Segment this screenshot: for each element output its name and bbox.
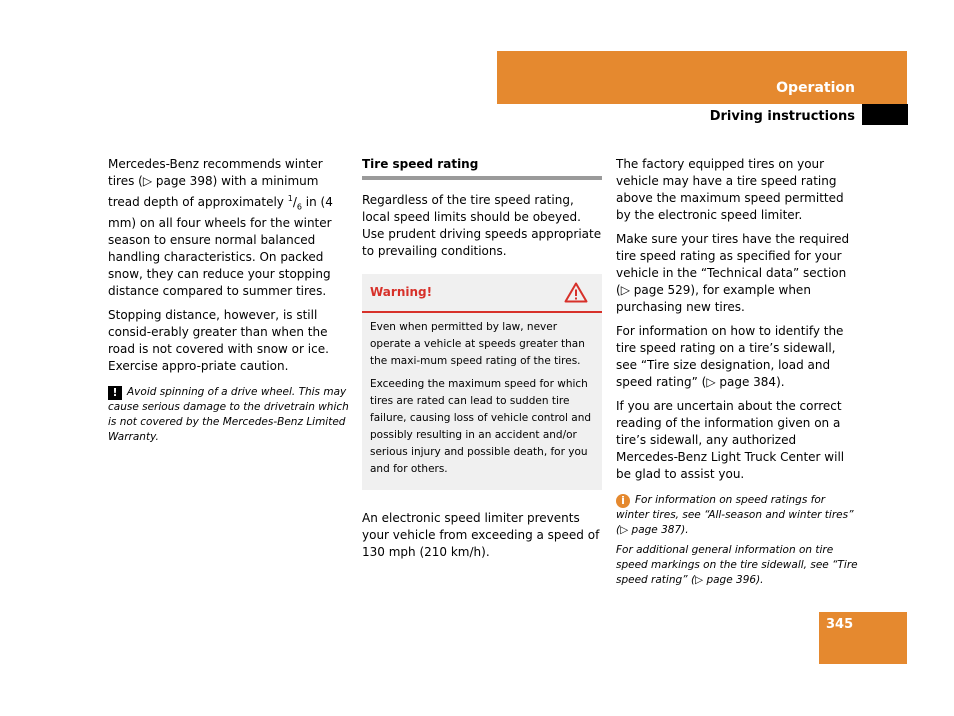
warning-paragraph: Exceeding the maximum speed for which tires are rated can lead to sudden tire failure, causing loss of vehicle control and possibly resulting in an accident and/or serious injury and possible death, for you and for others. [370, 378, 592, 475]
header-band [497, 51, 907, 104]
exclamation-icon: ! [108, 386, 122, 400]
subsection-marker [862, 104, 908, 125]
warning-body [362, 313, 602, 490]
paragraph: Regardless of the tire speed rating, local speed limits should be obeyed. Use prudent driving speeds appropriate to prevailing conditions. [362, 193, 602, 258]
page-ref-arrow-icon: ▷ [142, 174, 153, 188]
page-ref-arrow-icon: ▷ [695, 574, 704, 586]
paragraph: Make sure your tires have the required tire speed rating as specified for your vehicle in the “Technical data” section (▷ page 529), for example when purchasing new tires. [616, 232, 850, 314]
subsection-title: Driving instructions [709, 109, 855, 124]
paragraph: The factory equipped tires on your vehicle may have a tire speed rating above the maximum speed permitted by the electronic speed limiter. [616, 157, 844, 222]
paragraph: If you are uncertain about the correct reading of the information given on a tire’s sidewall, any authorized Mercedes-Benz Light Truck Center will be glad to assist you. [616, 399, 845, 481]
warning-header [362, 274, 602, 313]
section-title: Operation [776, 80, 855, 96]
paragraph: An electronic speed limiter prevents your vehicle from exceeding a speed of 130 mph (210 km/h). [362, 511, 600, 559]
column-middle [362, 156, 602, 568]
page-ref-arrow-icon: ▷ [706, 375, 716, 389]
info-icon: i [616, 494, 630, 508]
page-ref-arrow-icon: ▷ [620, 524, 629, 536]
warning-paragraph: Even when permitted by law, never operate a vehicle at speeds greater than the maxi-mum speed rating of the tires. [370, 321, 585, 367]
caution-note: ! Avoid spinning of a drive wheel. This may cause serious damage to the drivetrain which is not covered by the Mercedes-Benz Limited Warranty. [108, 386, 349, 444]
warning-box [362, 274, 602, 490]
info-note: i For information on speed ratings for winter tires, see “All-season and winter tires” (▷ page 387). [616, 494, 854, 536]
warning-label: Warning! [370, 285, 433, 299]
warning-triangle-icon [564, 282, 588, 303]
paragraph: For information on how to identify the tire speed rating on a tire’s sidewall, see “Tire size designation, load and speed rating” (▷ page 384). [616, 324, 844, 389]
page-number: 345 [826, 617, 854, 632]
info-note: For additional general information on tire speed markings on the tire sidewall, see “Tire speed rating” (▷ page 396). [616, 544, 858, 586]
column-left [108, 156, 350, 445]
paragraph: Mercedes-Benz recommends winter tires (▷ page 398) with a minimum tread depth of approximately $^1/_6$ in (4 mm) on all four wheels for the winter season to ensure normal balanced handling characteristics. On packed snow, they can reduce your stopping distance compared to summer tires. [108, 157, 333, 299]
paragraph: Stopping distance, however, is still consid-erably greater than when the road is not covered with snow or ice. Exercise appro-priate caution. [108, 308, 329, 374]
column-right [616, 156, 858, 588]
tire-speed-heading: Tire speed rating [362, 156, 602, 180]
page-ref-arrow-icon: ▷ [620, 283, 630, 297]
